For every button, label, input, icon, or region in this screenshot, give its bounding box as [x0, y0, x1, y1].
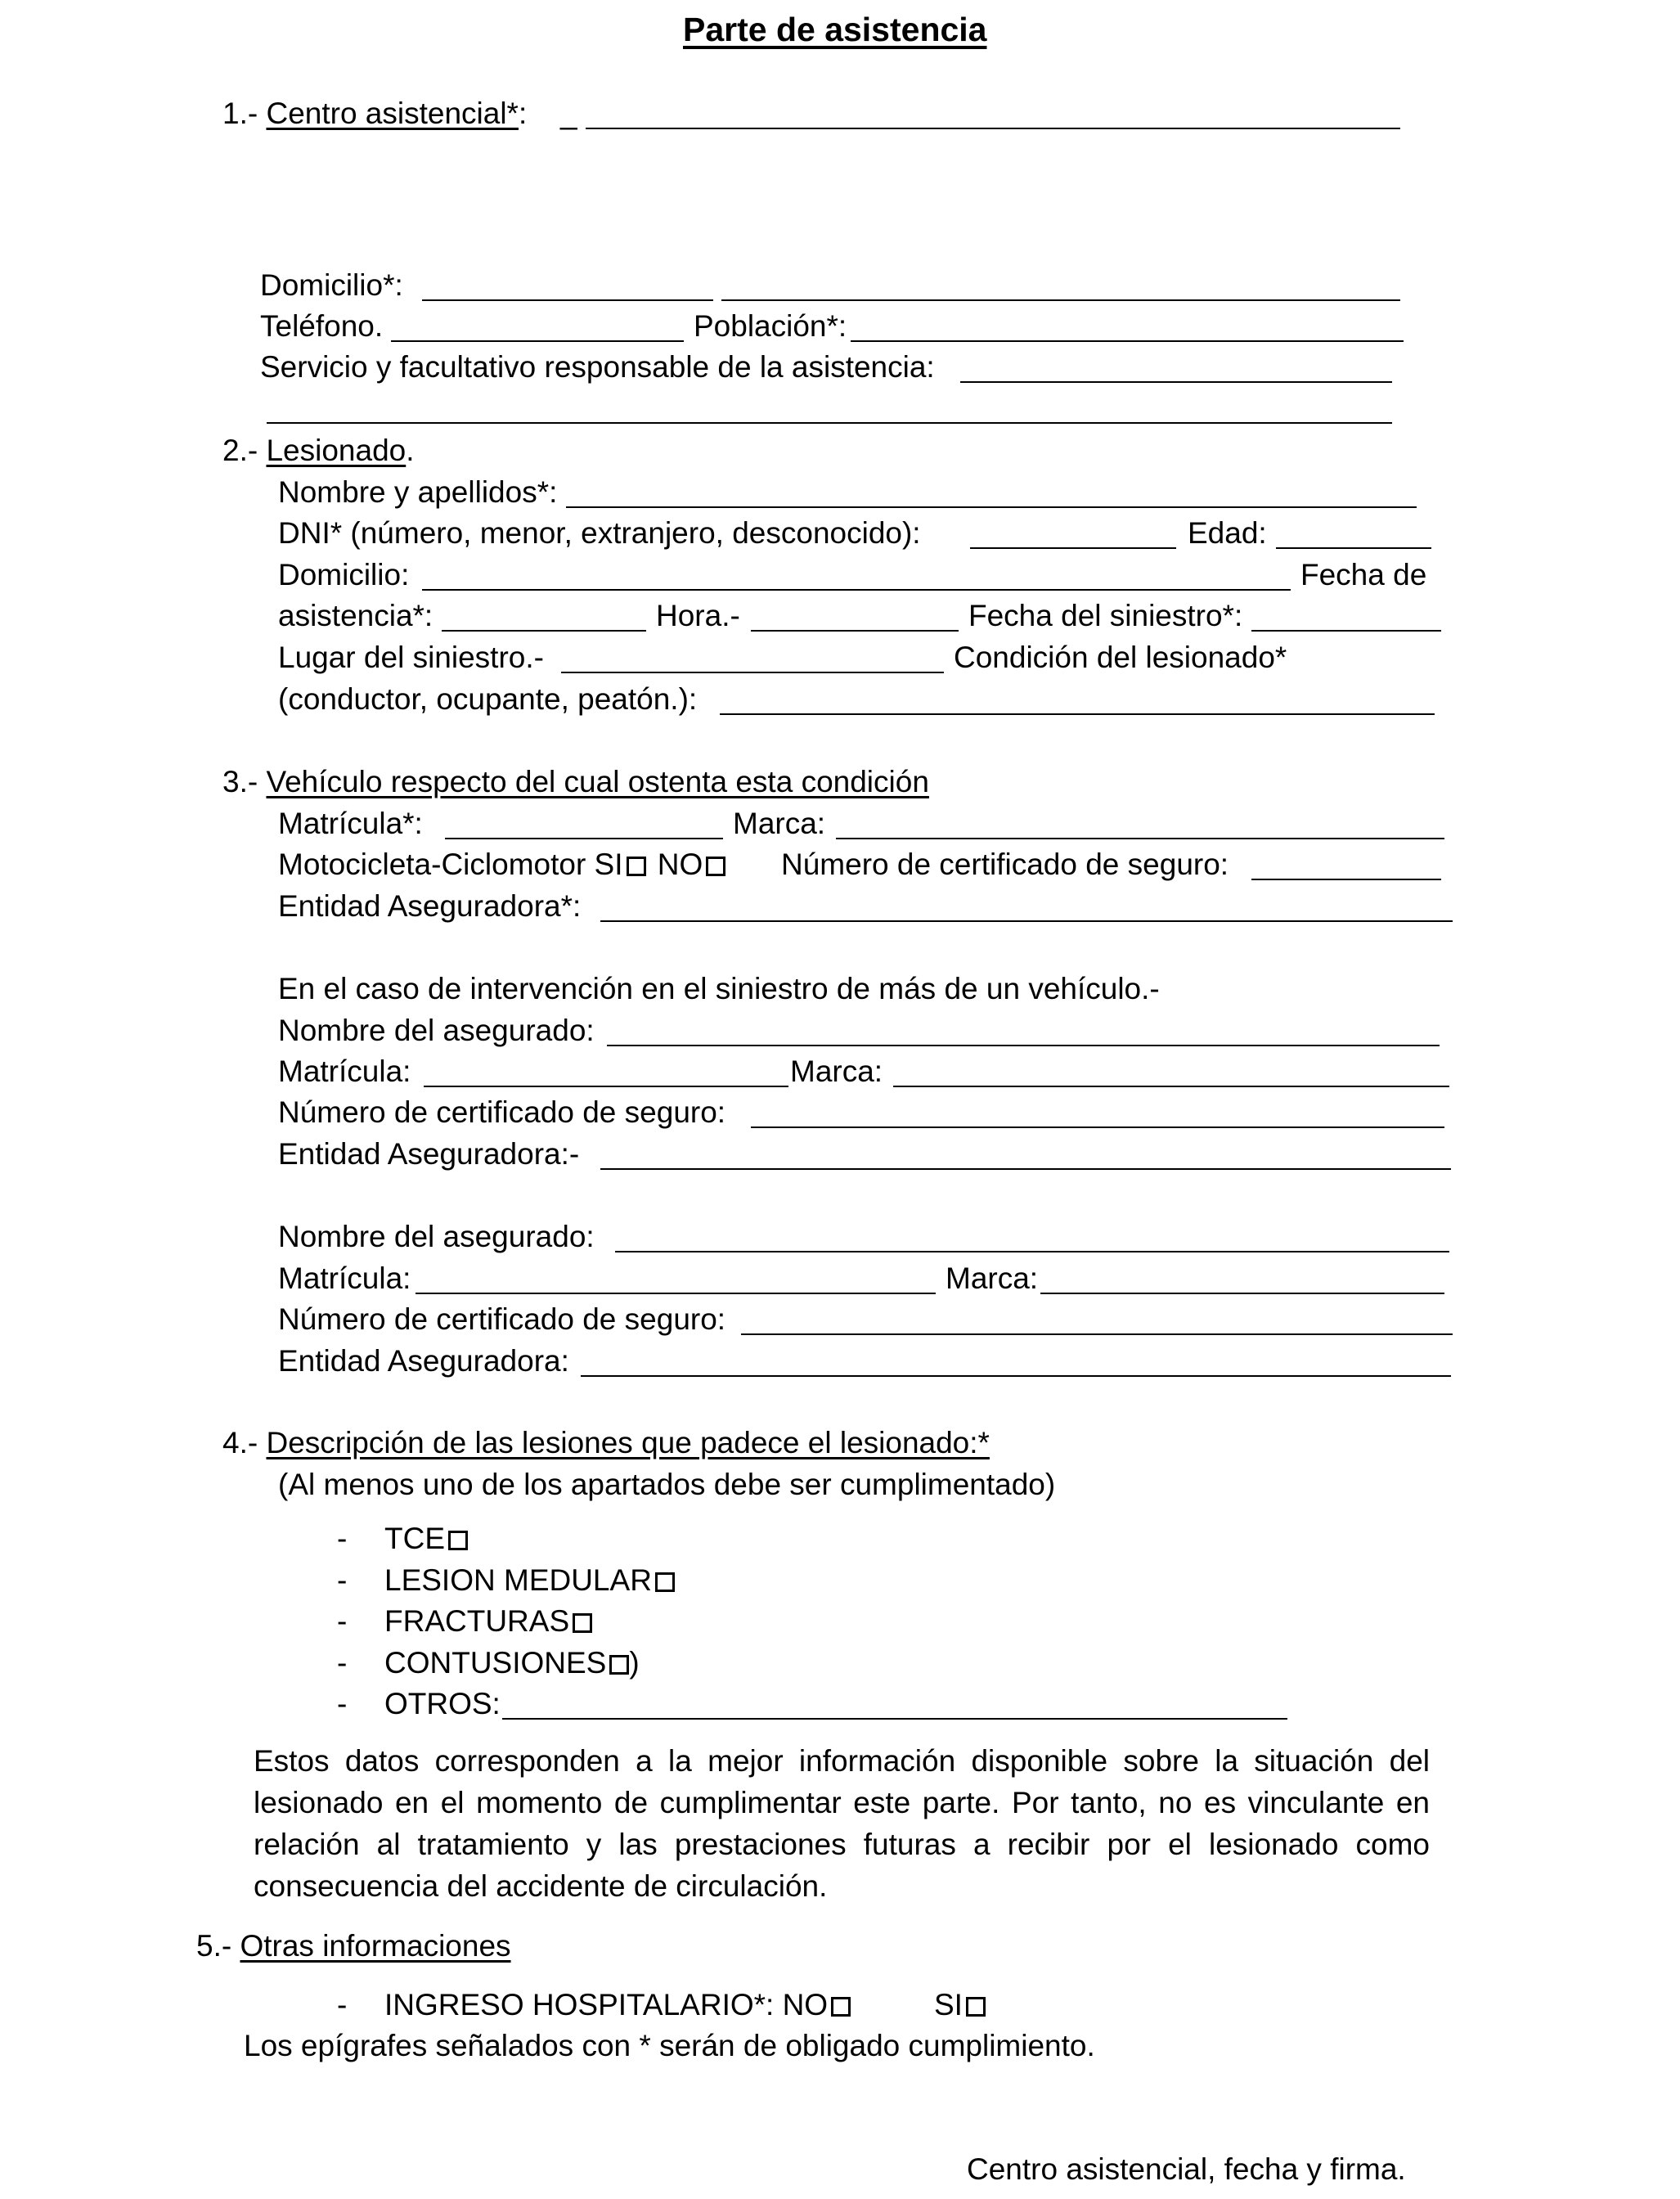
closing-paren: ) — [629, 1646, 640, 1680]
servicio-label: Servicio y facultativo responsable de la asistencia: — [260, 350, 935, 384]
section-number: 4.- — [222, 1426, 258, 1459]
moto-no-label: NO — [657, 848, 703, 881]
disclaimer-line: consecuencia del accidente de circulación. — [254, 1869, 828, 1903]
edad-label: Edad: — [1188, 516, 1267, 550]
section-number: 1.- — [222, 97, 258, 130]
fecha-asistencia-field[interactable] — [442, 630, 646, 632]
hora-label: Hora.- — [656, 599, 740, 632]
entidad-field[interactable] — [600, 920, 1453, 922]
asistencia-label: asistencia*: — [278, 599, 433, 632]
domicilio-field-2[interactable] — [721, 299, 1400, 301]
moto-label: Motocicleta-Ciclomotor SI — [278, 848, 623, 881]
ingreso-no-checkbox[interactable] — [831, 1997, 851, 2017]
domicilio-field-1[interactable] — [422, 299, 713, 301]
otros-field[interactable] — [502, 1718, 1287, 1720]
medular-checkbox[interactable] — [655, 1572, 675, 1592]
fracturas-checkbox[interactable] — [573, 1613, 592, 1633]
telefono-field[interactable] — [391, 340, 684, 342]
section-heading: Centro asistencial* — [266, 97, 519, 130]
section-heading: Descripción de las lesiones que padece el lesionado:* — [266, 1426, 990, 1459]
dni-field[interactable] — [970, 547, 1176, 549]
page-title: Parte de asistencia — [683, 11, 987, 48]
v2-marca-field[interactable] — [893, 1086, 1449, 1087]
condicion-opciones-label: (conductor, ocupante, peatón.): — [278, 682, 698, 716]
v3-entidad-label: Entidad Aseguradora: — [278, 1344, 569, 1378]
poblacion-field[interactable] — [851, 340, 1404, 342]
condicion-label: Condición del lesionado* — [954, 641, 1287, 674]
section-4-note: (Al menos uno de los apartados debe ser cumplimentado) — [278, 1468, 1056, 1501]
v3-marca-label: Marca: — [946, 1261, 1039, 1295]
v3-matricula-field[interactable] — [416, 1293, 936, 1294]
contusiones-option — [384, 1648, 640, 1678]
moto-no-checkbox[interactable] — [706, 857, 725, 876]
servicio-field-2[interactable] — [267, 422, 1392, 424]
list-dash: - — [337, 1988, 348, 2021]
v2-entidad-label: Entidad Aseguradora:- — [278, 1137, 580, 1171]
tce-checkbox[interactable] — [448, 1531, 468, 1550]
section-heading: Otras informaciones — [240, 1929, 511, 1963]
section-3-header — [222, 767, 929, 797]
v2-nombre-field[interactable] — [607, 1045, 1440, 1046]
signature-caption: Centro asistencial, fecha y firma. — [967, 2152, 1406, 2186]
lugar-siniestro-field[interactable] — [561, 672, 944, 673]
list-dash: - — [337, 1646, 348, 1680]
v3-nombre-field[interactable] — [615, 1251, 1449, 1252]
medular-option — [384, 1565, 678, 1595]
moto-si-checkbox[interactable] — [627, 857, 646, 876]
marca-field[interactable] — [836, 838, 1444, 839]
v3-certificado-field[interactable] — [741, 1333, 1453, 1335]
section-heading: Vehículo respecto del cual ostenta esta condición — [266, 765, 929, 798]
dot: . — [406, 434, 415, 467]
fecha-siniestro-label: Fecha del siniestro*: — [968, 599, 1243, 632]
centro-asistencial-field[interactable] — [586, 128, 1400, 129]
poblacion-label: Población*: — [694, 309, 847, 343]
marca-label: Marca: — [733, 807, 826, 840]
nombre-apellidos-field[interactable] — [566, 506, 1417, 508]
lugar-siniestro-label: Lugar del siniestro.- — [278, 641, 544, 674]
otros-label: OTROS: — [384, 1687, 501, 1720]
disclaimer-line: lesionado en el momento de cumplimentar este parte. Por tanto, no es vinculante en — [254, 1786, 1430, 1819]
ingreso-label: INGRESO HOSPITALARIO*: NO — [384, 1988, 829, 2021]
obligado-note: Los epígrafes señalados con * serán de obligado cumplimiento. — [244, 2029, 1095, 2062]
matricula-field[interactable] — [445, 838, 723, 839]
v2-certificado-field[interactable] — [751, 1126, 1444, 1128]
nombre-apellidos-label: Nombre y apellidos*: — [278, 475, 558, 509]
section-number: 3.- — [222, 765, 258, 798]
disclaimer-paragraph — [254, 1740, 1430, 1907]
fracturas-label: FRACTURAS — [384, 1604, 570, 1638]
multi-vehiculo-label: En el caso de intervención en el siniestro de más de un vehículo.- — [278, 972, 1160, 1005]
colon: : — [518, 97, 528, 130]
entidad-label: Entidad Aseguradora*: — [278, 889, 582, 923]
disclaimer-line: Estos datos corresponden a la mejor información disponible sobre la situación del — [254, 1744, 1430, 1778]
section-heading: Lesionado — [266, 434, 407, 467]
fecha-siniestro-field[interactable] — [1251, 630, 1441, 632]
ingreso-si-checkbox[interactable] — [966, 1997, 986, 2017]
section-2-header — [222, 435, 415, 465]
telefono-label: Teléfono. — [260, 309, 384, 343]
list-dash: - — [337, 1687, 348, 1720]
section-number: 5.- — [196, 1929, 232, 1963]
section-5-header — [196, 1931, 511, 1961]
disclaimer-line: relación al tratamiento y las prestaciones futuras a recibir por el lesionado como — [254, 1828, 1430, 1861]
matricula-label: Matrícula*: — [278, 807, 423, 840]
servicio-field-1[interactable] — [960, 381, 1392, 383]
domicilio-lesionado-label: Domicilio: — [278, 558, 410, 591]
v3-marca-field[interactable] — [1040, 1293, 1444, 1294]
v2-marca-label: Marca: — [790, 1055, 883, 1088]
edad-field[interactable] — [1276, 547, 1431, 549]
ingreso-row — [384, 1990, 854, 2020]
hora-field[interactable] — [751, 630, 959, 632]
v2-matricula-field[interactable] — [424, 1086, 788, 1087]
v3-entidad-field[interactable] — [581, 1375, 1451, 1377]
tce-label: TCE — [384, 1522, 445, 1555]
section-1-header — [222, 98, 527, 128]
moto-row — [278, 849, 729, 879]
ingreso-si-option — [934, 1990, 989, 2020]
v3-matricula-label: Matrícula: — [278, 1261, 411, 1295]
fecha-de-label: Fecha de — [1300, 558, 1427, 591]
list-dash: - — [337, 1604, 348, 1638]
ingreso-si-label: SI — [934, 1988, 963, 2021]
list-dash: - — [337, 1522, 348, 1555]
certificado-label: Número de certificado de seguro: — [781, 848, 1229, 881]
v3-nombre-label: Nombre del asegurado: — [278, 1220, 595, 1253]
v2-certificado-label: Número de certificado de seguro: — [278, 1095, 726, 1129]
v2-entidad-field[interactable] — [600, 1168, 1451, 1170]
v3-certificado-label: Número de certificado de seguro: — [278, 1302, 726, 1336]
contusiones-label: CONTUSIONES — [384, 1646, 607, 1680]
v2-nombre-label: Nombre del asegurado: — [278, 1014, 595, 1047]
domicilio-lesionado-field[interactable] — [422, 589, 1291, 591]
v2-matricula-label: Matrícula: — [278, 1055, 411, 1088]
contusiones-checkbox[interactable] — [609, 1655, 629, 1675]
certificado-field[interactable] — [1251, 879, 1441, 880]
dni-label: DNI* (número, menor, extranjero, desconocido): — [278, 516, 921, 550]
medular-label: LESION MEDULAR — [384, 1563, 652, 1597]
domicilio-label: Domicilio*: — [260, 268, 403, 302]
tce-option — [384, 1523, 471, 1554]
underscore-mark: _ — [560, 97, 577, 130]
fracturas-option — [384, 1606, 595, 1636]
section-4-header — [222, 1428, 990, 1458]
list-dash: - — [337, 1563, 348, 1597]
condicion-field[interactable] — [720, 713, 1435, 715]
section-number: 2.- — [222, 434, 258, 467]
